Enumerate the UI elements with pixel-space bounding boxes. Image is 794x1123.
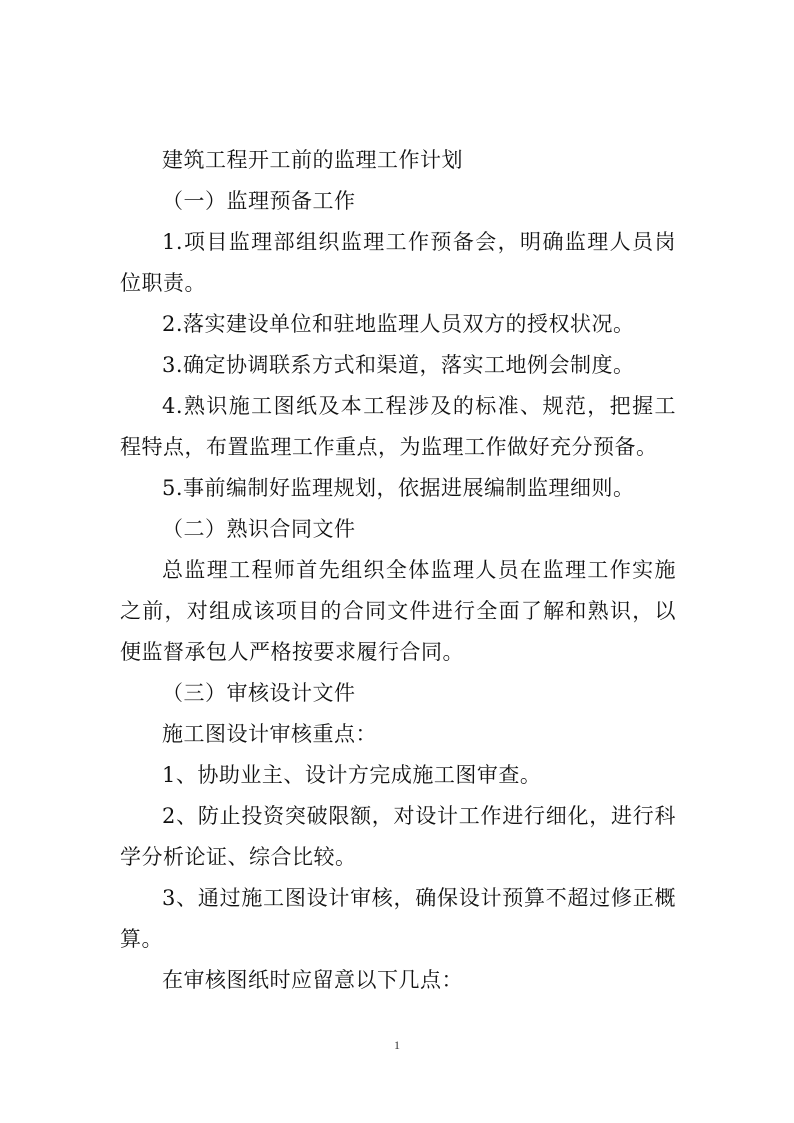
section-heading-design-review: （三）审核设计文件 — [162, 681, 356, 705]
page-number: 1 — [394, 1038, 400, 1052]
section-heading-contract: （二）熟识合同文件 — [162, 517, 356, 541]
paragraph: 1、协助业主、设计方完成施工图审查。 — [162, 763, 542, 787]
document-body — [120, 140, 676, 1001]
document-title: 建筑工程开工前的监理工作计划 — [162, 148, 463, 172]
paragraph: 施工图设计审核重点： — [162, 722, 377, 746]
paragraph: 2.落实建设单位和驻地监理人员双方的授权状况。 — [162, 312, 635, 336]
paragraph: 2、防止投资突破限额，对设计工作进行细化，进行科学分析论证、综合比较。 — [120, 804, 676, 869]
paragraph: 5.事前编制好监理规划，依据进展编制监理细则。 — [162, 476, 635, 500]
paragraph: 3、通过施工图设计审核，确保设计预算不超过修正概算。 — [120, 886, 676, 951]
paragraph: 4.熟识施工图纸及本工程涉及的标准、规范，把握工程特点，布置监理工作重点，为监理工作做好充分预备。 — [120, 394, 676, 459]
paragraph: 总监理工程师首先组织全体监理人员在监理工作实施之前，对组成该项目的合同文件进行全面了解和熟识，以便监督承包人严格按要求履行合同。 — [120, 558, 676, 664]
section-heading-preparation: （一）监理预备工作 — [162, 189, 356, 213]
paragraph: 3.确定协调联系方式和渠道，落实工地例会制度。 — [162, 353, 635, 377]
paragraph: 1.项目监理部组织监理工作预备会，明确监理人员岗位职责。 — [120, 230, 676, 295]
paragraph: 在审核图纸时应留意以下几点： — [162, 968, 463, 992]
